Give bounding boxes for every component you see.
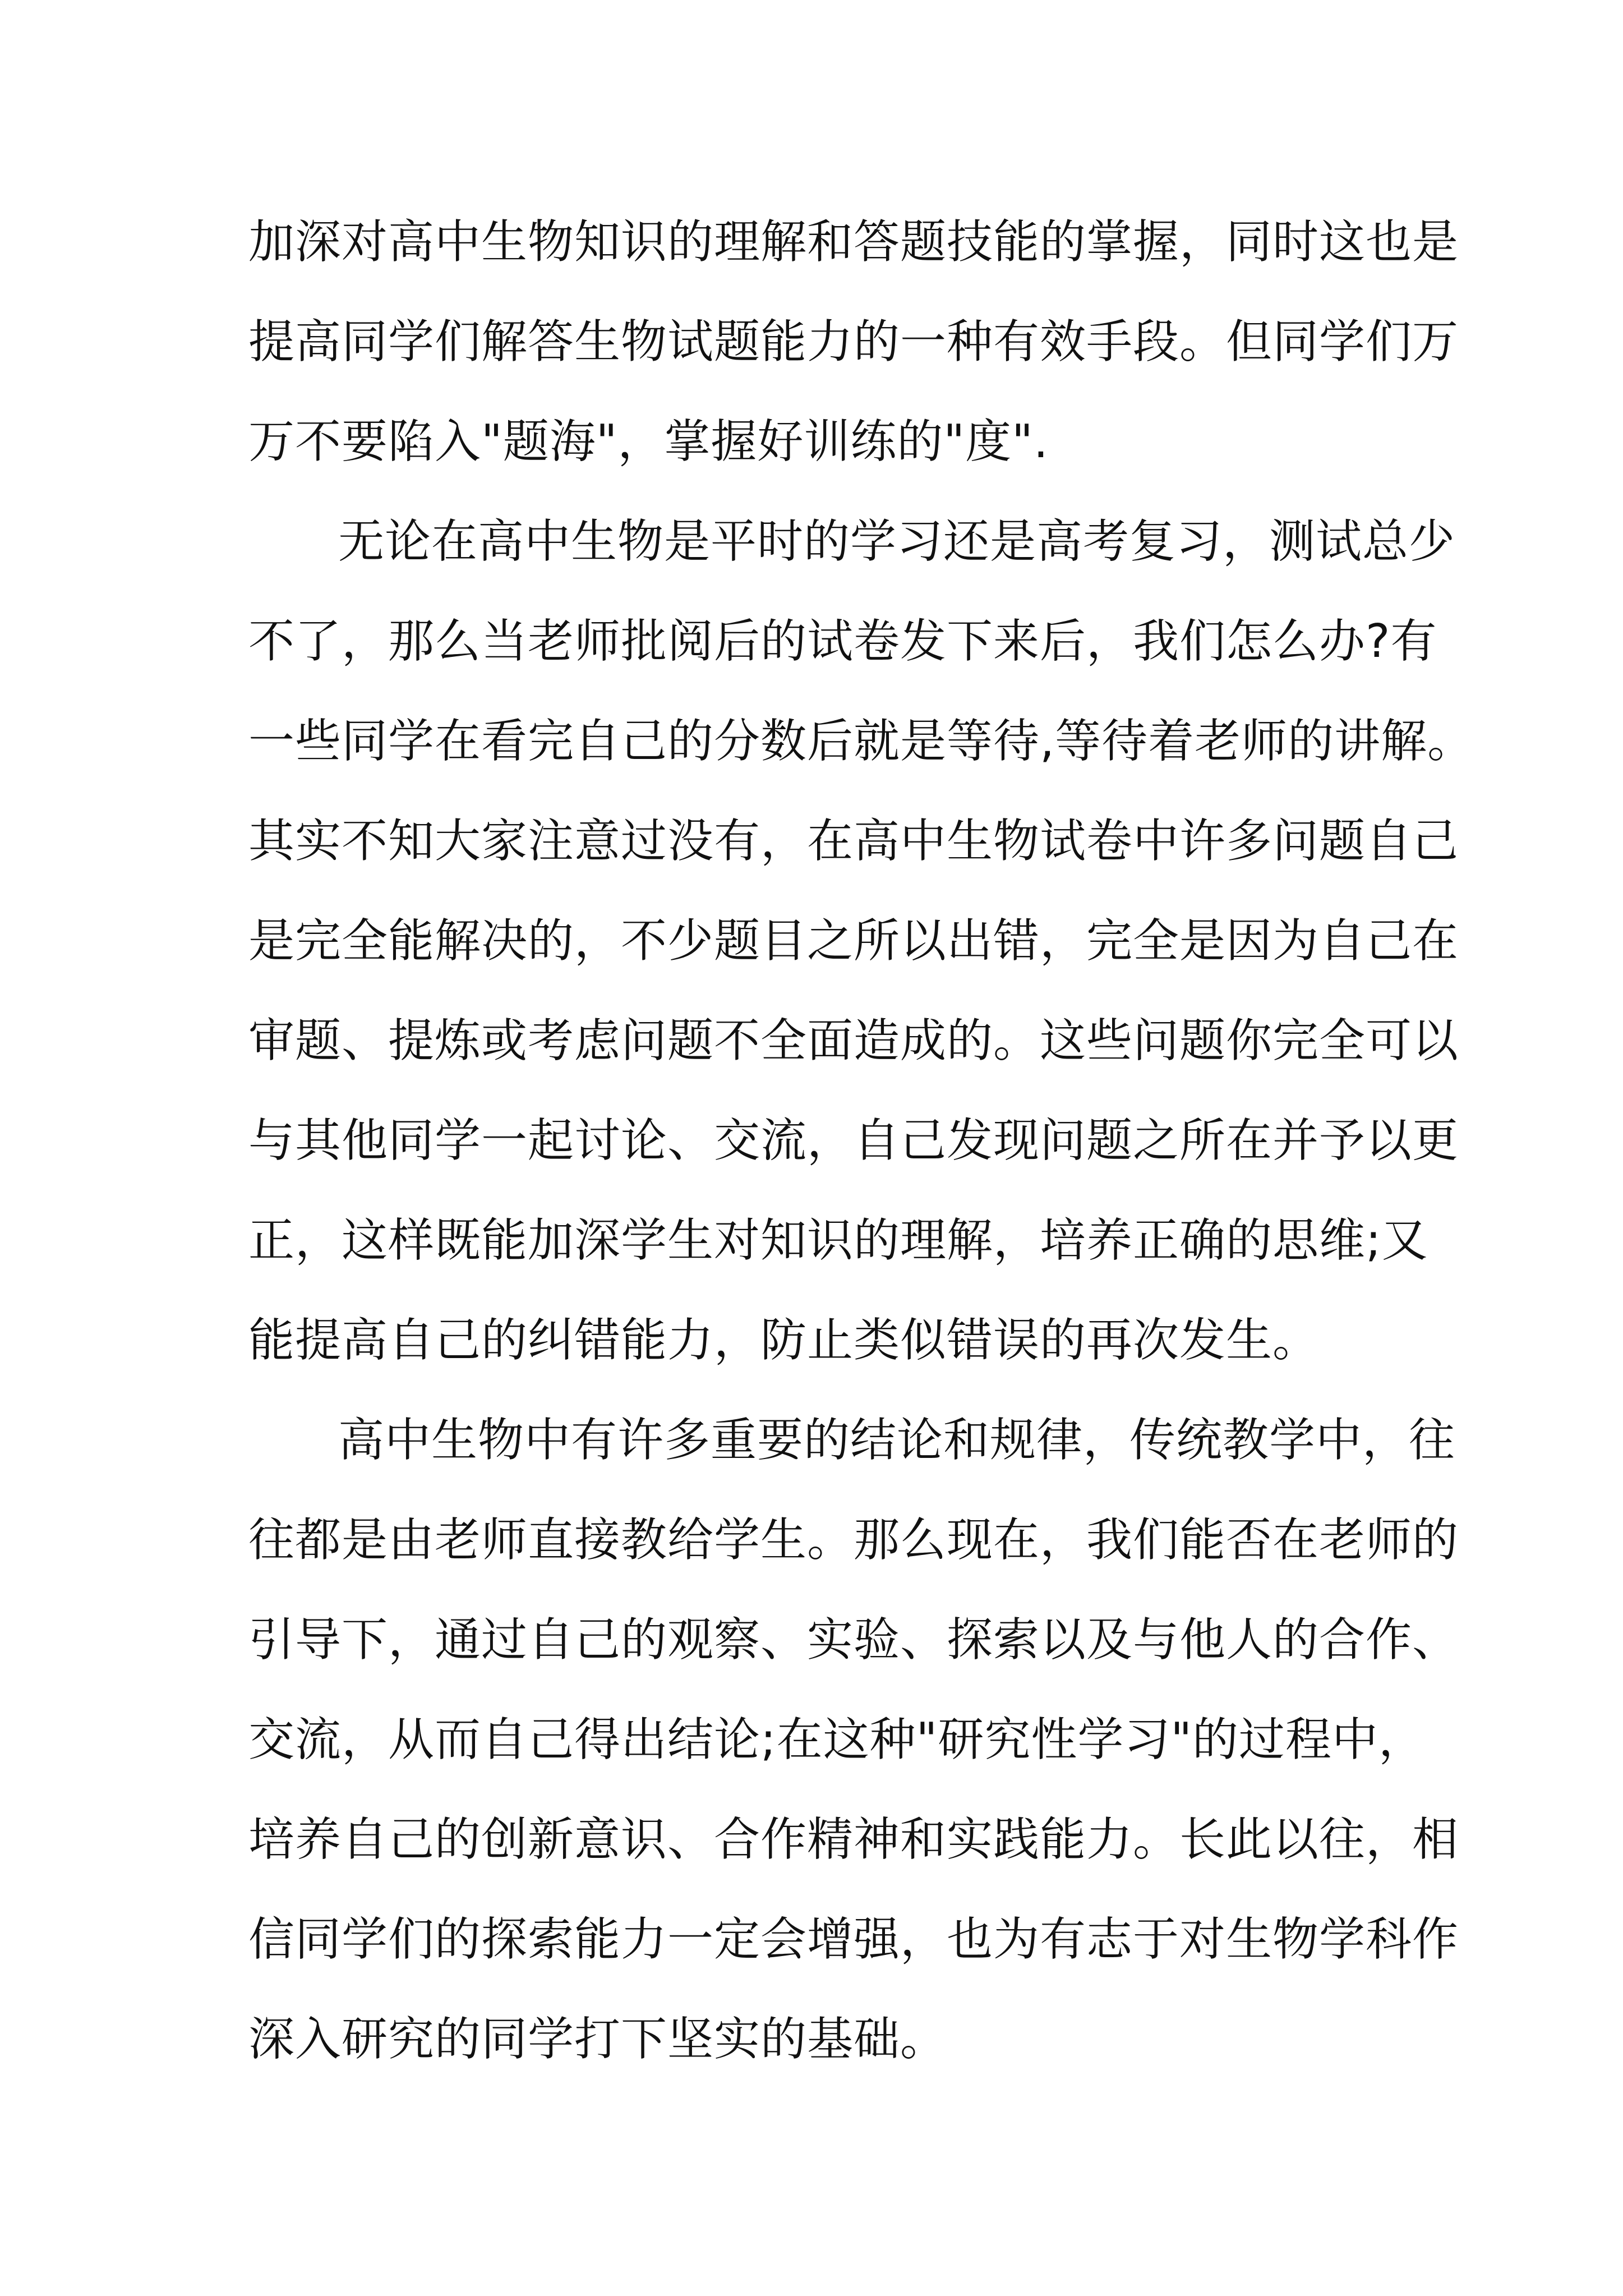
text-line: 万不要陷入"题海"，掌握好训练的"度".: [248, 415, 1049, 468]
text-line: 是完全能解决的，不少题目之所以出错，完全是因为自己在: [248, 914, 1459, 968]
body-text: [248, 215, 1474, 2114]
text-line: 往都是由老师直接教给学生。那么现在，我们能否在老师的: [248, 1513, 1459, 1567]
text-line: 一些同学在看完自己的分数后就是等待,等待着老师的讲解。: [248, 715, 1474, 768]
paragraph-first-line: 无论在高中生物是平时的学习还是高考复习，测试总少: [338, 515, 1456, 568]
text-line: 不了，那么当老师批阅后的试卷发下来后，我们怎么办?有: [248, 615, 1437, 668]
text-line: 交流，从而自己得出结论;在这种"研究性学习"的过程中，: [248, 1713, 1426, 1766]
text-line: 其实不知大家注意过没有，在高中生物试卷中许多问题自己: [248, 815, 1459, 868]
paragraph-first-line: 高中生物中有许多重要的结论和规律，传统教学中，往: [338, 1414, 1456, 1467]
text-line: 培养自己的创新意识、合作精神和实践能力。长此以往，相: [248, 1813, 1459, 1866]
text-line: 引导下，通过自己的观察、实验、探索以及与他人的合作、: [248, 1613, 1459, 1667]
text-line: 加深对高中生物知识的理解和答题技能的掌握，同时这也是: [248, 215, 1459, 269]
text-line: 正，这样既能加深学生对知识的理解，培养正确的思维;又: [248, 1214, 1428, 1267]
text-line: 深入研究的同学打下坚实的基础。: [248, 2013, 947, 2066]
text-line: 与其他同学一起讨论、交流，自己发现问题之所在并予以更: [248, 1114, 1459, 1167]
text-line: 审题、提炼或考虑问题不全面造成的。这些问题你完全可以: [248, 1014, 1459, 1068]
text-line: 信同学们的探索能力一定会增强，也为有志于对生物学科作: [248, 1913, 1459, 1966]
text-line: 提高同学们解答生物试题能力的一种有效手段。但同学们万: [248, 315, 1459, 369]
text-line: 能提高自己的纠错能力，防止类似错误的再次发生。: [248, 1314, 1320, 1367]
